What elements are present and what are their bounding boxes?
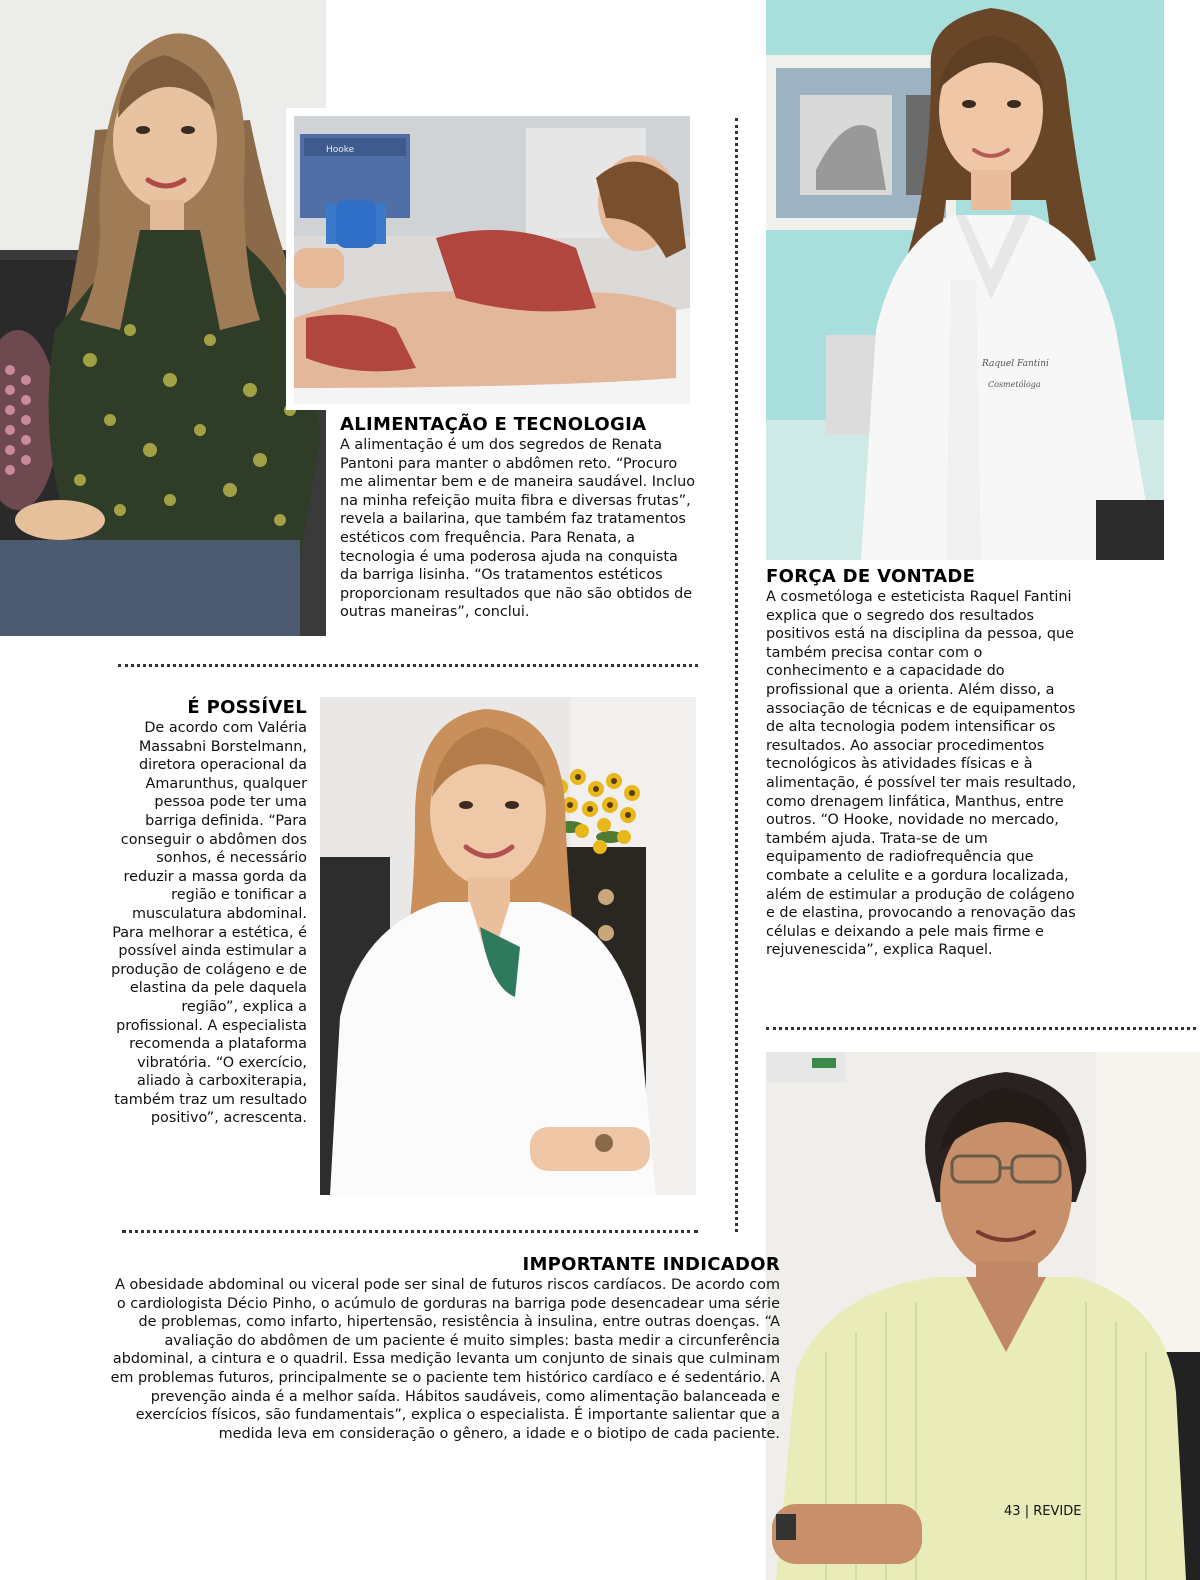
photo-raquel-art <box>766 0 1164 560</box>
separator-right <box>766 1027 1196 1030</box>
photo-renata-seated <box>0 0 326 636</box>
photo-decio-doctor <box>766 1052 1200 1580</box>
text-alimentacao: A alimentação é um dos segredos de Renata Pantoni para manter o abdômen reto. “Procuro me alimentar bem e de maneira saudável. Incluo na minha refeição muita fibra e diversas frutas”, revela a bailarina, que também faz tratamentos estéticos com frequência. Para Renata, a tecnologia é uma poderosa ajuda na conquista da barriga lisinha. “Os tratamentos estéticos proporcionam resultados que não são obtidos de outras maneiras”, conclui. <box>340 437 696 621</box>
photo-raquel-cosmetologist <box>766 0 1164 560</box>
photo-treatment <box>286 108 696 410</box>
page-footer <box>1004 1504 1081 1519</box>
text-indicador: A obesidade abdominal ou viceral pode ser sinal de futuros riscos cardíacos. De acordo com o cardiologista Décio Pinho, o acúmulo de gorduras na barriga pode desencadear uma série de problemas, como infarto, hipertensão, resistência à insulina, entre outras doenças. “A avaliação do abdômen de um paciente é muito simples: basta medir a circunferência abdominal, a cintura e o quadril. Essa medição levanta um conjunto de sinais que culminam em problemas futuros, principalmente se o paciente tem histórico cardíaco e é sedentário. A prevenção ainda é a melhor saída. Hábitos saudáveis, como alimentação balanceada e exercícios físicos, são fundamentais”, explica o especialista. É importante salientar que a medida leva em consideração o gênero, a idade e o biotipo de cada paciente. <box>110 1277 780 1442</box>
separator-top-left <box>118 664 698 667</box>
separator-bottom-left <box>122 1230 698 1233</box>
headline-forca: FORÇA DE VONTADE <box>766 566 976 587</box>
separator-vertical <box>735 118 738 1232</box>
page-number: 43 <box>1004 1504 1021 1519</box>
coat-title-text: Cosmetóloga <box>988 380 1041 389</box>
photo-decio-art <box>766 1052 1200 1580</box>
photo-valeria-art <box>320 697 696 1195</box>
text-forca: A cosmetóloga e esteticista Raquel Fantini explica que o segredo dos resultados positivos está na disciplina da pessoa, que também precisa contar com o conhecimento e a capacidade do profissional que a orienta. Além disso, a associação de técnicas e de equipamentos de alta tecnologia podem intensificar os resultados. Ao associar procedimentos tecnológicos às atividades físicas e à alimentação, é possível ter mais resultado, como drenagem linfática, Manthus, entre outros. “O Hooke, novidade no mercado, também ajuda. Trata-se de um equipamento de radiofrequência que combate a celulite e a gordura localizada, além de estimular a produção de colágeno e de elastina, provocando a renovação das células e deixando a pele mais firme e rejuvenescida”, explica Raquel. <box>766 589 1077 959</box>
coat-name-text: Raquel Fantini <box>982 359 1049 369</box>
headline-alimentacao: ALIMENTAÇÃO E TECNOLOGIA <box>340 414 647 435</box>
photo-renata-seated-art <box>0 0 326 636</box>
photo-treatment-art <box>286 108 696 410</box>
text-possivel: De acordo com Valéria Massabni Borstelmann, diretora operacional da Amarunthus, qualquer pessoa pode ter uma barriga definida. “Para conseguir o abdômen dos sonhos, é necessário reduzir a massa gorda da região e tonificar a musculatura abdominal. Para melhorar a estética, é possível ainda estimular a produção de colágeno e de elastina da pele daquela região”, explica a profissional. A especialista recomenda a plataforma vibratória. “O exercício, aliado à carboxiterapia, também traz um resultado positivo”, acrescenta. <box>111 720 307 1127</box>
magazine-name: REVIDE <box>1033 1504 1082 1519</box>
photo-valeria <box>320 697 696 1195</box>
headline-indicador: IMPORTANTE INDICADOR <box>522 1254 780 1275</box>
headline-possivel: É POSSÍVEL <box>187 697 307 718</box>
device-brand-text: Hooke <box>326 145 355 155</box>
footer-separator: | <box>1024 1504 1030 1519</box>
